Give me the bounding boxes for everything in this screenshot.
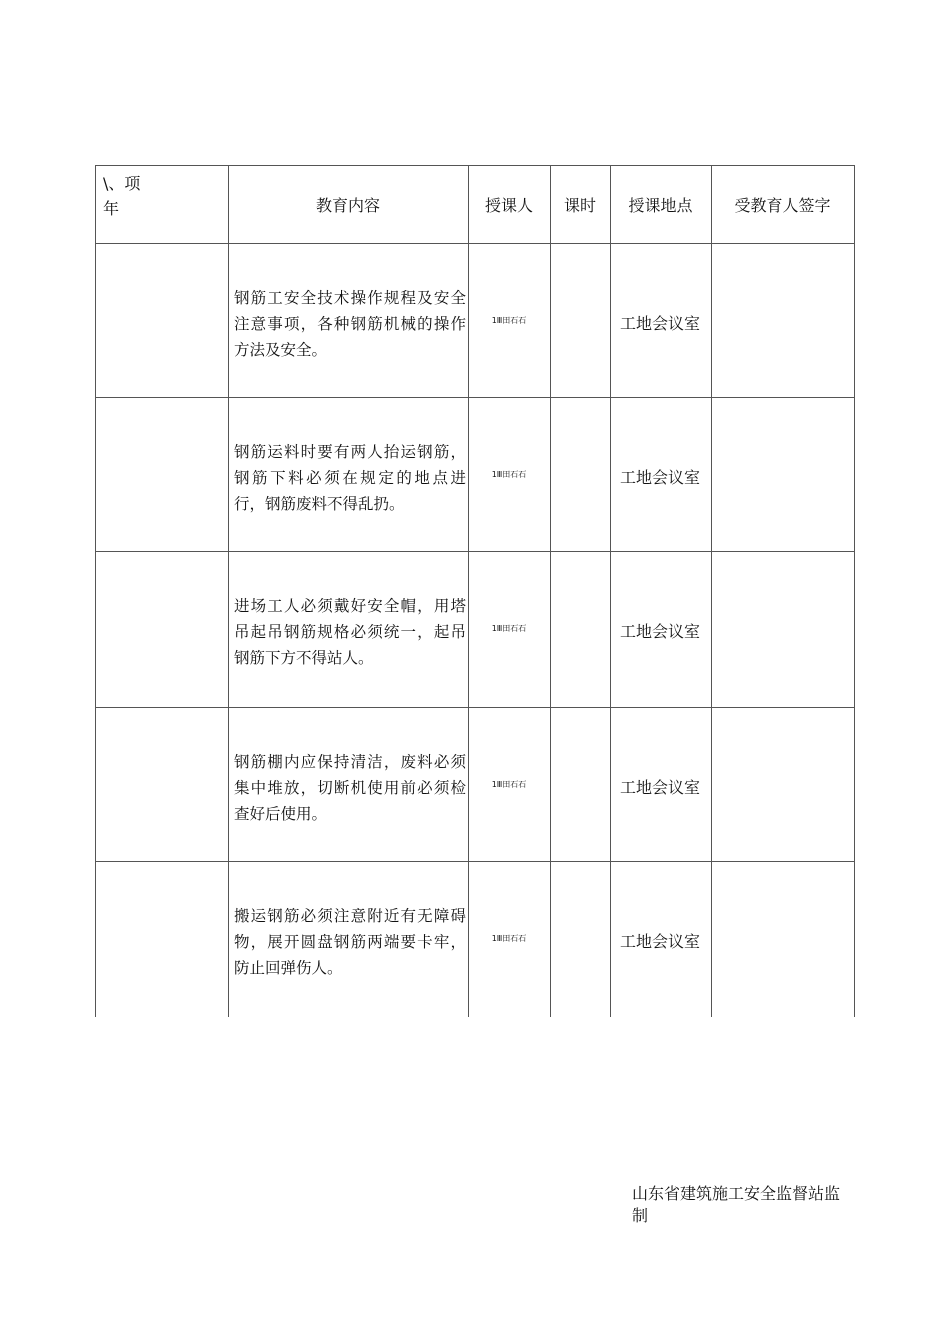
teacher-cell: 1Ⅲ田石石 <box>491 470 527 479</box>
education-record-table <box>95 165 855 1017</box>
place-cell: 工地会议室 <box>619 932 700 951</box>
education-content-cell: 钢筋棚内应保持清洁，废料必须集中堆放，切断机使用前必须检查好后使用。 <box>234 753 466 823</box>
table-row <box>95 243 855 397</box>
place-cell: 工地会议室 <box>619 778 700 797</box>
issuer-footer <box>632 1183 862 1227</box>
issuer-line-2: 制 <box>632 1206 649 1225</box>
header-place: 授课地点 <box>628 195 693 215</box>
header-year-label: 年 <box>103 199 120 218</box>
header-item-label: \、项 <box>103 174 141 193</box>
header-teacher: 授课人 <box>484 195 533 215</box>
header-item-year <box>103 171 223 221</box>
table-row <box>95 707 855 861</box>
teacher-cell: 1Ⅲ田石石 <box>491 780 527 789</box>
teacher-cell: 1Ⅲ田石石 <box>491 316 527 325</box>
place-cell: 工地会议室 <box>619 622 700 641</box>
teacher-cell: 1Ⅲ田石石 <box>491 934 527 943</box>
header-hours: 课时 <box>563 195 596 215</box>
place-cell: 工地会议室 <box>619 468 700 487</box>
education-content-cell: 进场工人必须戴好安全帽，用塔吊起吊钢筋规格必须统一，起吊钢筋下方不得站人。 <box>234 597 466 667</box>
education-content-cell: 钢筋运料时要有两人抬运钢筋，钢筋下料必须在规定的地点进行，钢筋废料不得乱扔。 <box>234 443 466 513</box>
teacher-cell: 1Ⅲ田石石 <box>491 624 527 633</box>
education-content-cell: 搬运钢筋必须注意附近有无障碍物，展开圆盘钢筋两端要卡牢，防止回弹伤人。 <box>234 907 466 977</box>
education-content-cell: 钢筋工安全技术操作规程及安全注意事项，各种钢筋机械的操作方法及安全。 <box>234 289 466 359</box>
table-row <box>95 861 855 1017</box>
table-row <box>95 551 855 707</box>
table-row <box>95 397 855 551</box>
header-content: 教育内容 <box>315 195 380 215</box>
place-cell: 工地会议室 <box>619 314 700 333</box>
header-signature: 受教育人签字 <box>734 195 831 215</box>
issuer-line-1: 山东省建筑施工安全监督站监 <box>632 1184 841 1203</box>
